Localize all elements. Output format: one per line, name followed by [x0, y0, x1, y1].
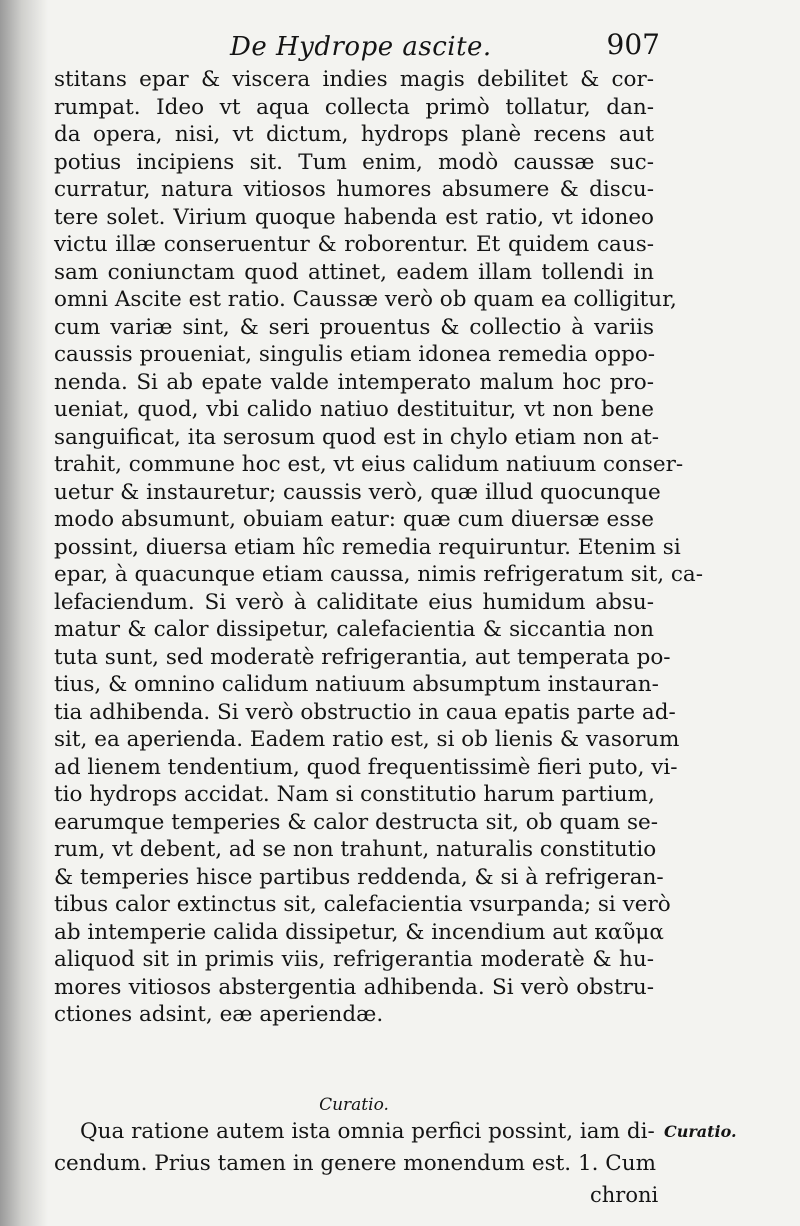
- text-line: tius, & omnino calidum natiuum absumptum instauran-: [54, 672, 659, 697]
- text-line: tio hydrops accidat. Nam si constitutio harum partium,: [54, 782, 655, 807]
- text-line: cum variæ sint, & seri prouentus & collectio à variis: [54, 314, 654, 340]
- second-paragraph: [54, 1116, 654, 1180]
- gutter-shadow: [0, 0, 48, 1226]
- text-line: ueniat, quod, vbi calido natiuo destituitur, vt non bene: [54, 397, 654, 422]
- text-line: epar, à quacunque etiam caussa, nimis refrigeratum sit, ca-: [54, 562, 704, 587]
- text-line: modo absumunt, obuiam eatur: quæ cum diuersæ esse: [54, 507, 654, 532]
- text-line: ab intemperie calida dissipetur, & incendium aut καῦμα: [54, 919, 664, 945]
- text-line: rum, vt debent, ad se non trahunt, naturalis constitutio: [54, 837, 657, 862]
- text-line: omni Ascite est ratio. Caussæ verò ob quam ea colligitur,: [54, 287, 677, 312]
- text-line: uetur & instauretur; caussis verò, quæ illud quocunque: [54, 479, 661, 505]
- margin-note: Curatio.: [664, 1122, 737, 1141]
- text-line: lefaciendum. Si verò à caliditate eius humidum absu-: [54, 589, 654, 615]
- text-line: Qua ratione autem ista omnia perfici possint, iam di-: [80, 1119, 655, 1144]
- text-line: sit, ea aperienda. Eadem ratio est, si ob lienis & vasorum: [54, 727, 680, 752]
- running-title: De Hydrope ascite.: [230, 32, 492, 62]
- text-line: sanguificat, ita serosum quod est in chylo etiam non at-: [54, 424, 660, 450]
- text-line: possint, diuersa etiam hîc remedia requiruntur. Etenim si: [54, 534, 681, 560]
- text-line: aliquod sit in primis viis, refrigerantia moderatè & hu-: [54, 947, 654, 972]
- text-line: cendum. Prius tamen in genere monendum est. 1. Cum: [54, 1151, 656, 1176]
- text-line: tuta sunt, sed moderatè refrigerantia, aut temperata po-: [54, 644, 671, 670]
- text-line: earumque temperies & calor destructa sit, ob quam se-: [54, 809, 659, 835]
- section-heading: Curatio.: [319, 1095, 389, 1115]
- text-line: matur & calor dissipetur, calefacientia & siccantia non: [54, 617, 654, 642]
- page-number: 907: [606, 28, 660, 61]
- text-line: rumpat. Ideo vt aqua collecta primò tollatur, dan-: [54, 94, 654, 120]
- text-line: da opera, nisi, vt dictum, hydrops planè recens aut: [54, 122, 654, 147]
- text-line: trahit, commune hoc est, vt eius calidum natiuum conser-: [54, 452, 684, 477]
- text-line: potius incipiens sit. Tum enim, modò caussæ suc-: [54, 149, 654, 175]
- text-line: tia adhibenda. Si verò obstructio in caua epatis parte ad-: [54, 699, 676, 725]
- main-paragraph: [54, 66, 704, 1029]
- catchword: chroni: [590, 1183, 659, 1207]
- text-line: & temperies hisce partibus reddenda, & si à refrigeran-: [54, 864, 664, 890]
- text-line: tere solet. Virium quoque habenda est ratio, vt idoneo: [54, 204, 654, 230]
- text-line: sam coniunctam quod attinet, eadem illam tollendi in: [54, 259, 654, 285]
- page-header: [230, 28, 660, 68]
- text-line: tibus calor extinctus sit, calefacientia vsurpanda; si verò: [54, 892, 671, 917]
- text-line: caussis proueniat, singulis etiam idonea remedia oppo-: [54, 342, 656, 367]
- text-line: victu illæ conseruentur & roborentur. Et quidem caus-: [54, 232, 654, 257]
- text-line: ad lienem tendentium, quod frequentissimè fieri puto, vi-: [54, 754, 678, 780]
- text-line: mores vitiosos abstergentia adhibenda. Si verò obstru-: [54, 974, 654, 1000]
- text-line: nenda. Si ab epate valde intemperato malum hoc pro-: [54, 369, 654, 395]
- text-line: ctiones adsint, eæ aperiendæ.: [54, 1002, 384, 1027]
- text-line: stitans epar & viscera indies magis debilitet & cor-: [54, 67, 654, 92]
- text-line: curratur, natura vitiosos humores absumere & discu-: [54, 177, 654, 202]
